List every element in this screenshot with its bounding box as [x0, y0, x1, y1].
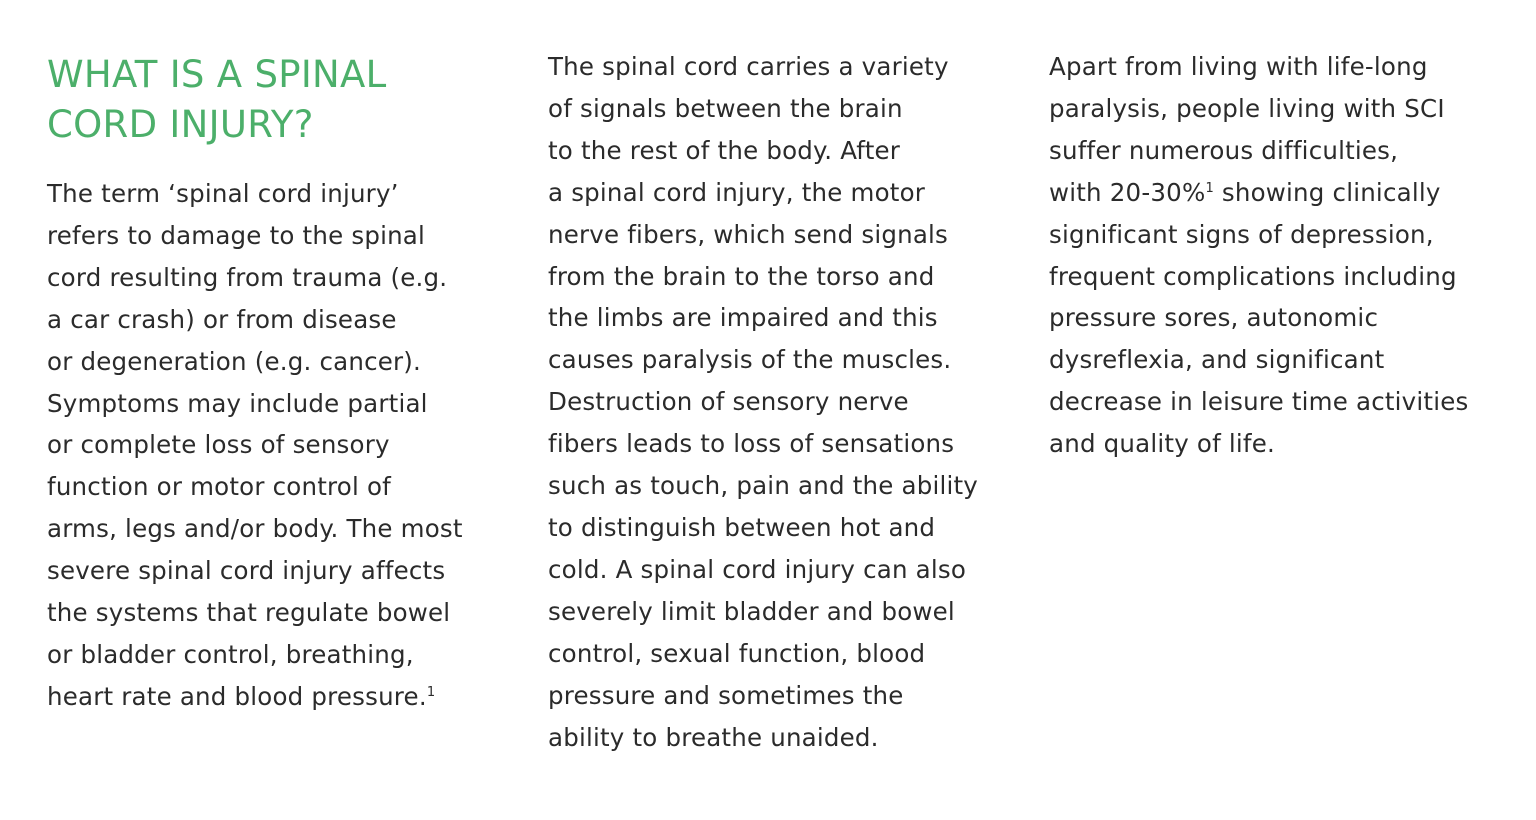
footnote-marker: 1: [1205, 180, 1214, 196]
text-line: the systems that regulate bowel: [47, 598, 451, 628]
text-line: severely limit bladder and bowel: [548, 596, 955, 626]
text-line: The spinal cord carries a variety: [548, 52, 949, 81]
heading-line: CORD INJURY?: [47, 103, 314, 146]
text-line: or complete loss of sensory: [47, 430, 390, 460]
text-line: cold. A spinal cord injury can also: [548, 554, 967, 584]
text-fragment: heart rate and blood pressure.: [47, 681, 427, 711]
paragraph-difficulties: [1049, 46, 1468, 465]
text-line: significant signs of depression,: [1049, 219, 1434, 249]
text-line: pressure and sometimes the: [548, 680, 904, 710]
text-line: or bladder control, breathing,: [47, 639, 414, 669]
text-line: severe spinal cord injury affects: [47, 556, 446, 586]
text-line: the limbs are impaired and this: [548, 303, 938, 333]
text-line-with-footnote: [1049, 172, 1468, 214]
text-fragment: showing clinically: [1213, 177, 1441, 207]
heading-line: WHAT IS A SPINAL: [47, 53, 387, 96]
text-line: suffer numerous difficulties,: [1049, 135, 1399, 165]
text-line: arms, legs and/or body. The most: [47, 514, 463, 544]
text-line: or degeneration (e.g. cancer).: [47, 346, 422, 376]
text-line: ability to breathe unaided.: [548, 722, 879, 752]
text-fragment: with 20-30%: [1049, 177, 1206, 207]
paragraph-signals: [548, 46, 978, 758]
text-line: a car crash) or from disease: [47, 304, 397, 334]
text-line: dysreflexia, and significant: [1049, 345, 1385, 375]
text-line: frequent complications including: [1049, 261, 1457, 291]
paragraph-definition: [47, 173, 463, 718]
text-line: refers to damage to the spinal: [47, 220, 426, 250]
text-line: and quality of life.: [1049, 429, 1275, 459]
text-line: fibers leads to loss of sensations: [548, 429, 955, 459]
text-line: function or motor control of: [47, 472, 391, 502]
text-line: to the rest of the body. After: [548, 135, 901, 165]
text-line: paralysis, people living with SCI: [1049, 93, 1445, 123]
text-line: from the brain to the torso and: [548, 261, 935, 291]
text-line: to distinguish between hot and: [548, 512, 936, 542]
text-line: Apart from living with life-long: [1049, 52, 1428, 81]
text-line: control, sexual function, blood: [548, 638, 926, 668]
text-line: such as touch, pain and the ability: [548, 471, 978, 501]
text-line: causes paralysis of the muscles.: [548, 345, 952, 375]
section-heading: [47, 50, 387, 150]
text-line: of signals between the brain: [548, 93, 903, 123]
text-line: nerve fibers, which send signals: [548, 219, 949, 249]
text-line: Symptoms may include partial: [47, 388, 428, 418]
text-line-last: [47, 676, 463, 718]
text-line: cord resulting from trauma (e.g.: [47, 262, 448, 292]
footnote-marker: 1: [426, 684, 436, 700]
text-line: Destruction of sensory nerve: [548, 387, 909, 417]
text-line: decrease in leisure time activities: [1049, 387, 1469, 417]
text-line: The term ‘spinal cord injury’: [47, 179, 399, 208]
text-line: pressure sores, autonomic: [1049, 303, 1379, 333]
text-line: a spinal cord injury, the motor: [548, 177, 926, 207]
